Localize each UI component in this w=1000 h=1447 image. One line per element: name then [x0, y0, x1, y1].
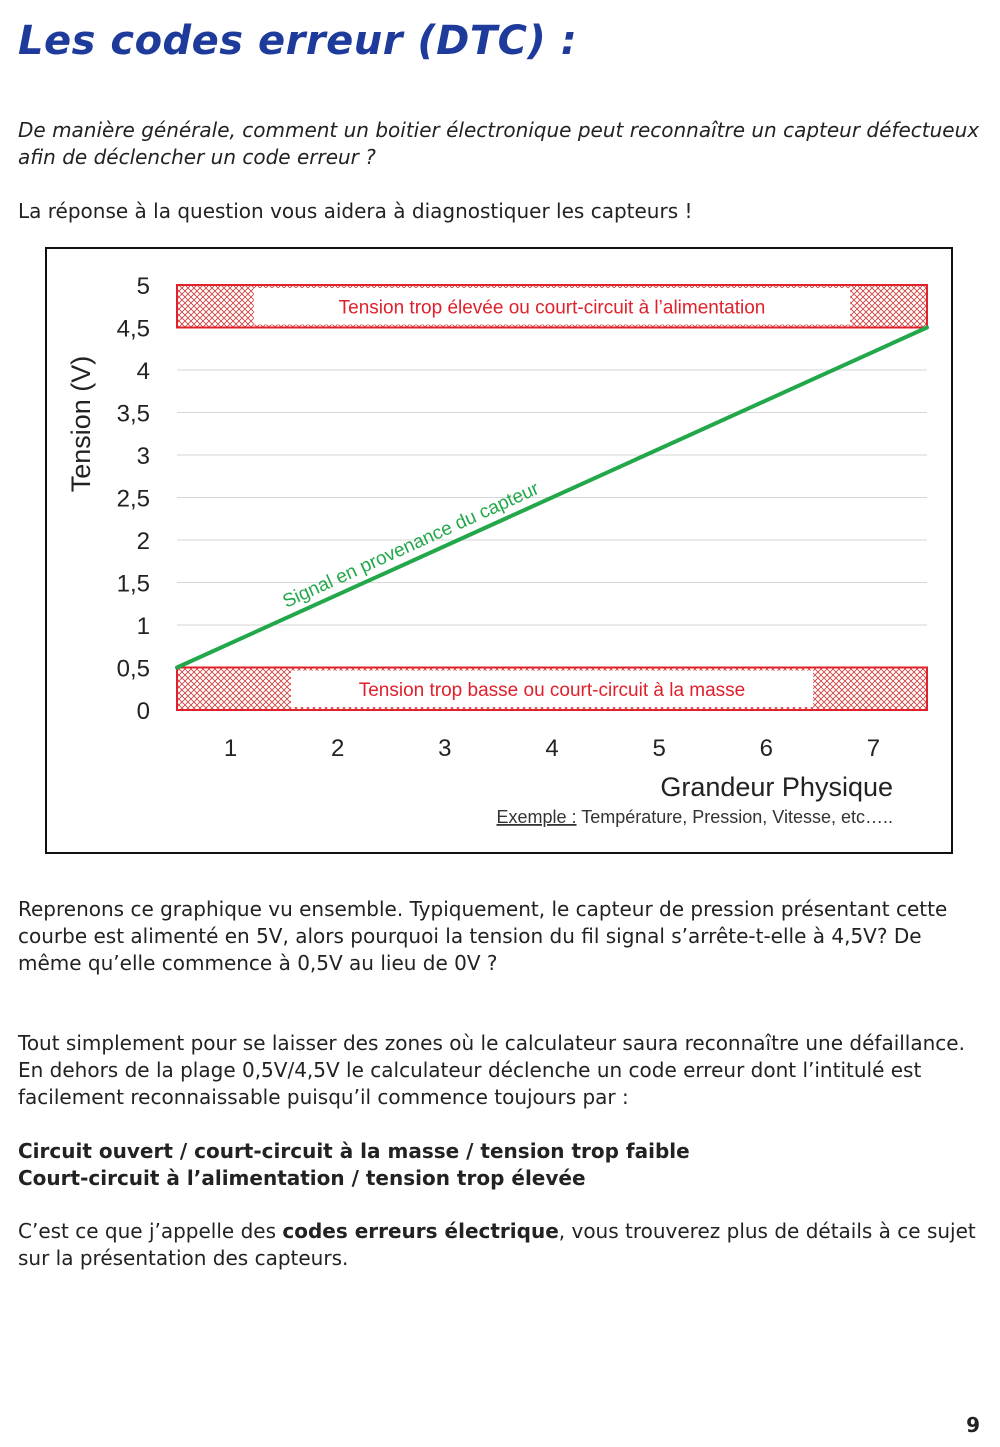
x-tick-label: 4: [545, 735, 559, 762]
closing-post: , vous trouverez plus de détails à ce sujet sur la présentation des capteurs.: [18, 1219, 976, 1270]
paragraph-2: Tout simplement pour se laisser des zones où le calculateur saura reconnaître une défaillance. En dehors de la plage 0,5V/4,5V le calculateur déclenche un code erreur dont l’intitulé est facilement reconnaissable puisqu’il commence toujours par :: [18, 1031, 965, 1109]
x-tick-label: 3: [438, 735, 452, 762]
y-tick-label: 4: [136, 358, 150, 385]
closing-pre: C’est ce que j’appelle des: [18, 1219, 283, 1243]
y-tick-label: 4,5: [116, 315, 150, 343]
x-tick-label: 5: [652, 735, 666, 762]
x-tick-label: 7: [866, 735, 881, 762]
y-tick-label: 3,5: [116, 400, 150, 428]
x-tick-label: 2: [331, 735, 345, 762]
y-tick-label: 0,5: [116, 655, 150, 683]
paragraph-1: Reprenons ce graphique vu ensemble. Typiquement, le capteur de pression présentant cette courbe est alimenté en 5V, alors pourquoi la tension du fil signal s’arrête-t-elle à 4,5V? De même qu’elle commence à 0,5V au lieu de 0V ?: [18, 897, 948, 975]
x-tick-label: 1: [223, 735, 238, 762]
error-zone-label: Tension trop élevée ou court-circuit à l’alimentation: [338, 297, 766, 319]
bold-line-1: Circuit ouvert / court-circuit à la masse / tension trop faible: [18, 1139, 690, 1163]
closing-paragraph: [18, 1218, 982, 1272]
signal-label: Signal en provenance du capteur: [279, 478, 543, 613]
example-text: Température, Pression, Vitesse, etc…..: [576, 807, 893, 827]
y-tick-label: 3: [136, 443, 150, 470]
bold-line-2: Court-circuit à l’alimentation / tension trop élevée: [18, 1166, 586, 1190]
intro-answer: La réponse à la question vous aidera à diagnostiquer les capteurs !: [18, 199, 693, 223]
example-caption: [496, 807, 893, 827]
y-tick-label: 2: [136, 528, 150, 555]
y-axis-label: Tension (V): [66, 355, 96, 493]
closing-bold: codes erreurs électrique: [282, 1219, 559, 1243]
y-tick-label: 2,5: [116, 485, 150, 513]
x-tick-label: 6: [759, 735, 773, 762]
y-tick-label: 1: [136, 613, 150, 640]
example-label: Exemple :: [496, 807, 577, 827]
intro-question: De manière générale, comment un boitier électronique peut reconnaître un capteur défectueux afin de déclencher un code erreur ?: [18, 118, 980, 169]
x-axis-label: Grandeur Physique: [660, 772, 893, 802]
y-tick-label: 1,5: [116, 570, 150, 598]
y-tick-label: 0: [136, 698, 150, 725]
chart-svg: [47, 249, 951, 852]
page-number: 9: [966, 1413, 980, 1437]
page-title: Les codes erreur (DTC) :: [18, 18, 578, 64]
voltage-chart: [45, 247, 953, 854]
error-zone-label: Tension trop basse ou court-circuit à la masse: [358, 679, 746, 701]
y-tick-label: 5: [136, 273, 150, 300]
